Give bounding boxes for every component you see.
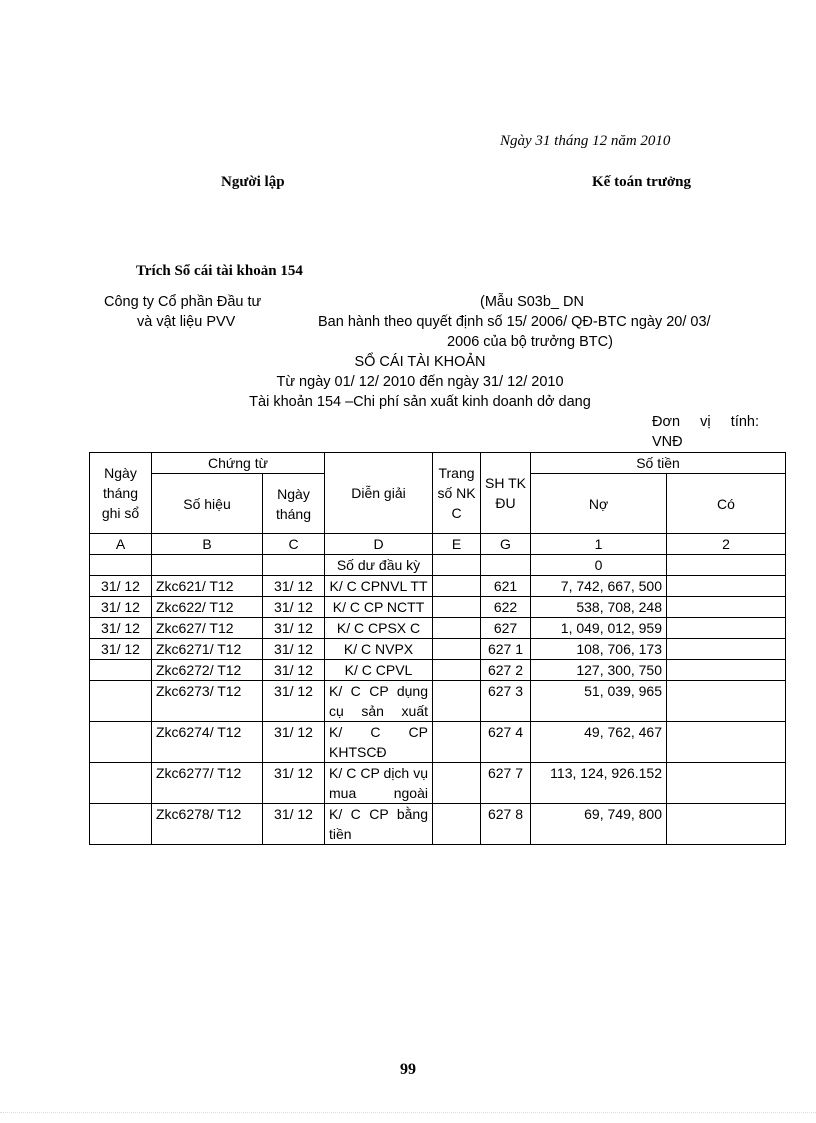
- page-footer-line: [0, 1112, 816, 1113]
- journal-page: [433, 660, 481, 681]
- header-voucher-date: Ngày tháng: [263, 474, 325, 534]
- code-row: [90, 534, 786, 555]
- table-row: [90, 576, 786, 597]
- form-decision-end: 2006 của bộ trưởng BTC): [447, 334, 613, 350]
- table-row: [90, 763, 786, 804]
- code-cell: C: [263, 534, 325, 555]
- form-code: (Mẫu S03b_ DN: [480, 294, 584, 310]
- counter-account: 627: [481, 618, 531, 639]
- unit-label: Đơn vị tính:: [652, 414, 760, 430]
- counter-account: 622: [481, 597, 531, 618]
- debit-amount: 7, 742, 667, 500: [531, 576, 667, 597]
- ledger-period: Từ ngày 01/ 12/ 2010 đến ngày 31/ 12/ 2010: [276, 374, 564, 390]
- debit-amount: 113, 124, 926.152: [531, 763, 667, 804]
- journal-page: [433, 576, 481, 597]
- entry-description: K/ C CP bằng tiền: [325, 804, 433, 845]
- journal-page: [433, 763, 481, 804]
- opening-description: Số dư đầu kỳ: [325, 555, 433, 576]
- section-title: Trích Sổ cái tài khoản 154: [136, 263, 303, 279]
- entry-date: 31/ 12: [90, 576, 152, 597]
- debit-amount: 538, 708, 248: [531, 597, 667, 618]
- entry-date: [90, 681, 152, 722]
- voucher-date: 31/ 12: [263, 804, 325, 845]
- voucher-date: 31/ 12: [263, 722, 325, 763]
- opening-debit: 0: [531, 555, 667, 576]
- voucher-number: Zkc6272/ T12: [152, 660, 263, 681]
- debit-amount: 51, 039, 965: [531, 681, 667, 722]
- ledger-account: Tài khoản 154 –Chi phí sản xuất kinh doanh dở dang: [249, 394, 591, 410]
- code-cell: B: [152, 534, 263, 555]
- table-row: [90, 618, 786, 639]
- voucher-number: Zkc6277/ T12: [152, 763, 263, 804]
- code-cell: D: [325, 534, 433, 555]
- ledger-title: SỔ CÁI TÀI KHOẢN: [354, 354, 486, 370]
- counter-account: 627 4: [481, 722, 531, 763]
- voucher-date: 31/ 12: [263, 660, 325, 681]
- entry-date: [90, 660, 152, 681]
- entry-description: K/ C CP KHTSCĐ: [325, 722, 433, 763]
- journal-page: [433, 639, 481, 660]
- voucher-number: Zkc627/ T12: [152, 618, 263, 639]
- header-account-code: SH TK ĐU: [481, 453, 531, 534]
- header-voucher-no: Số hiệu: [152, 474, 263, 534]
- form-decision: Ban hành theo quyết định số 15/ 2006/ QĐ-BTC ngày 20/ 03/: [318, 314, 711, 330]
- entry-description: K/ C CP dụng cụ sản xuất: [325, 681, 433, 722]
- table-row: [90, 597, 786, 618]
- counter-account: 627 7: [481, 763, 531, 804]
- credit-amount: [667, 639, 786, 660]
- counter-account: 627 1: [481, 639, 531, 660]
- chief-accountant-label: Kế toán trưởng: [592, 174, 691, 190]
- voucher-date: 31/ 12: [263, 576, 325, 597]
- preparer-label: Người lập: [221, 174, 285, 190]
- credit-amount: [667, 681, 786, 722]
- code-cell: A: [90, 534, 152, 555]
- ledger-table: [89, 452, 786, 845]
- code-cell: 2: [667, 534, 786, 555]
- entry-date: [90, 763, 152, 804]
- opening-balance-row: [90, 555, 786, 576]
- voucher-number: Zkc6278/ T12: [152, 804, 263, 845]
- journal-page: [433, 722, 481, 763]
- table-row: [90, 804, 786, 845]
- journal-page: [433, 618, 481, 639]
- header-date: Ngày tháng ghi sổ: [90, 453, 152, 534]
- table-row: [90, 639, 786, 660]
- header-debit: Nợ: [531, 474, 667, 534]
- debit-amount: 127, 300, 750: [531, 660, 667, 681]
- header-description: Diễn giải: [325, 453, 433, 534]
- entry-description: K/ C NVPX: [325, 639, 433, 660]
- voucher-number: Zkc6273/ T12: [152, 681, 263, 722]
- voucher-number: Zkc621/ T12: [152, 576, 263, 597]
- entry-description: K/ C CP dịch vụ mua ngoài: [325, 763, 433, 804]
- page-number: 99: [400, 1061, 416, 1078]
- credit-amount: [667, 804, 786, 845]
- entry-description: K/ C CP NCTT: [325, 597, 433, 618]
- debit-amount: 49, 762, 467: [531, 722, 667, 763]
- credit-amount: [667, 763, 786, 804]
- company-name-line2: và vật liệu PVV: [137, 314, 236, 330]
- counter-account: 621: [481, 576, 531, 597]
- journal-page: [433, 681, 481, 722]
- date-line: Ngày 31 tháng 12 năm 2010: [500, 133, 671, 149]
- table-row: [90, 681, 786, 722]
- counter-account: 627 8: [481, 804, 531, 845]
- code-cell: E: [433, 534, 481, 555]
- table-row: [90, 722, 786, 763]
- company-name-line1: Công ty Cổ phần Đầu tư: [104, 294, 262, 310]
- counter-account: 627 2: [481, 660, 531, 681]
- table-row: [90, 660, 786, 681]
- credit-amount: [667, 618, 786, 639]
- header-amount: Số tiền: [531, 453, 786, 474]
- debit-amount: 1, 049, 012, 959: [531, 618, 667, 639]
- voucher-number: Zkc6274/ T12: [152, 722, 263, 763]
- header-page: Trang số NK C: [433, 453, 481, 534]
- voucher-date: 31/ 12: [263, 618, 325, 639]
- entry-description: K/ C CPNVL TT: [325, 576, 433, 597]
- journal-page: [433, 597, 481, 618]
- voucher-date: 31/ 12: [263, 681, 325, 722]
- entry-description: K/ C CPVL: [325, 660, 433, 681]
- entry-date: 31/ 12: [90, 639, 152, 660]
- entry-date: 31/ 12: [90, 597, 152, 618]
- code-cell: 1: [531, 534, 667, 555]
- credit-amount: [667, 597, 786, 618]
- debit-amount: 108, 706, 173: [531, 639, 667, 660]
- credit-amount: [667, 722, 786, 763]
- header-credit: Có: [667, 474, 786, 534]
- voucher-date: 31/ 12: [263, 597, 325, 618]
- counter-account: 627 3: [481, 681, 531, 722]
- code-cell: G: [481, 534, 531, 555]
- entry-date: [90, 804, 152, 845]
- voucher-number: Zkc6271/ T12: [152, 639, 263, 660]
- voucher-date: 31/ 12: [263, 763, 325, 804]
- unit-value: VNĐ: [652, 434, 683, 450]
- debit-amount: 69, 749, 800: [531, 804, 667, 845]
- entry-description: K/ C CPSX C: [325, 618, 433, 639]
- journal-page: [433, 804, 481, 845]
- entry-date: [90, 722, 152, 763]
- voucher-date: 31/ 12: [263, 639, 325, 660]
- voucher-number: Zkc622/ T12: [152, 597, 263, 618]
- entry-date: 31/ 12: [90, 618, 152, 639]
- credit-amount: [667, 660, 786, 681]
- credit-amount: [667, 576, 786, 597]
- header-voucher: Chứng từ: [152, 453, 325, 474]
